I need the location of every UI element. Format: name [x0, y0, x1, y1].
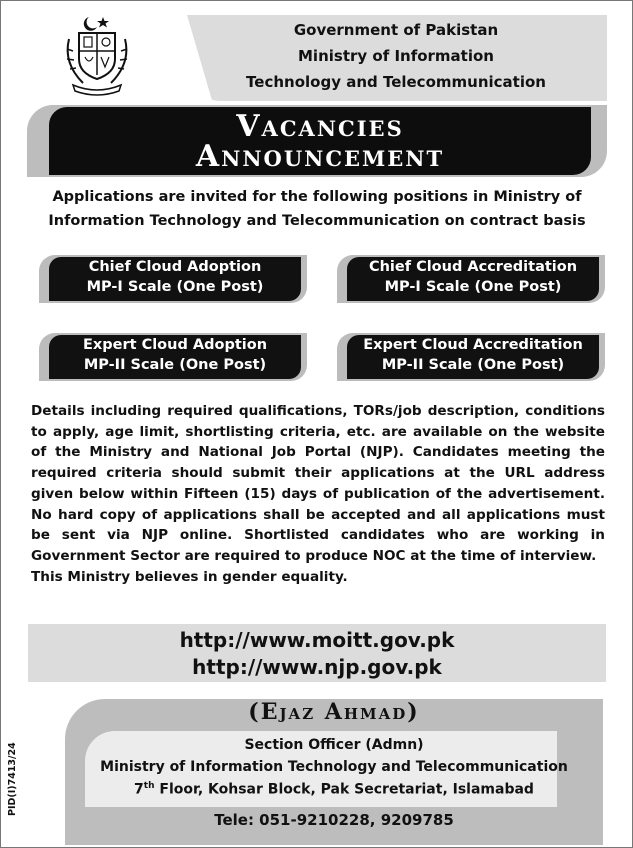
position-scale: MP-I Scale (One Post) — [86, 279, 264, 295]
position-scale: MP-II Scale (One Post) — [381, 357, 565, 373]
officer-telephone: Tele: 051-9210228, 9209785 — [214, 811, 454, 829]
position-box — [39, 333, 307, 381]
details-closing: This Ministry believes in gender equality. — [31, 568, 348, 585]
officer-ministry: Ministry of Information Technology and Telecommunication — [100, 759, 568, 775]
position-box — [337, 255, 605, 303]
intro-line2: Information Technology and Telecommunication on contract basis — [48, 213, 586, 229]
position-scale: MP-II Scale (One Post) — [83, 357, 267, 373]
state-emblem-icon — [59, 13, 135, 97]
address-floor-number: 7 — [134, 781, 144, 798]
position-title: Chief Cloud Accreditation — [368, 259, 578, 275]
banner-title-line2: Announcement — [195, 139, 445, 174]
position-title: Expert Cloud Accreditation — [363, 337, 583, 353]
banner-title-line1: Vacancies — [236, 109, 404, 144]
pid-number: PID(I)7413/24 — [7, 742, 18, 816]
header-government: Government of Pakistan — [293, 21, 499, 39]
position-box — [39, 255, 307, 303]
address-rest: Floor, Kohsar Block, Pak Secretariat, Islamabad — [154, 781, 534, 798]
officer-name: (Ejaz Ahmad) — [248, 699, 420, 725]
details-text — [31, 401, 605, 587]
details-paragraph: Details including required qualifications, TORs/job description, conditions to apply, age limit, shortlisting criteria, etc. are available on the website of the Ministry and National Job Portal (NJP). Candidates meeting the required criteria should submit their applications at the URL address given below within Fifteen (15) days of publication of the advertisement. No hard copy of applications shall be accepted and all applications must be sent via NJP online. Shortlisted candidates who are working in Government Sector are required to produce NOC at the time of interview. — [31, 403, 605, 564]
officer-designation: Section Officer (Admn) — [244, 737, 424, 753]
njp-link[interactable]: http://www.njp.gov.pk — [192, 655, 442, 679]
position-box — [337, 333, 605, 381]
header-ministry: Ministry of Information — [298, 47, 494, 65]
intro-line1: Applications are invited for the following positions in Ministry of — [52, 189, 582, 205]
header-ministry-cont: Technology and Telecommunication — [246, 73, 546, 91]
moitt-link[interactable]: http://www.moitt.gov.pk — [179, 628, 455, 652]
officer-address — [65, 781, 603, 798]
position-scale: MP-I Scale (One Post) — [384, 279, 562, 295]
position-title: Chief Cloud Adoption — [88, 259, 262, 275]
position-title: Expert Cloud Adoption — [82, 337, 268, 353]
address-floor-suffix: th — [143, 781, 155, 791]
